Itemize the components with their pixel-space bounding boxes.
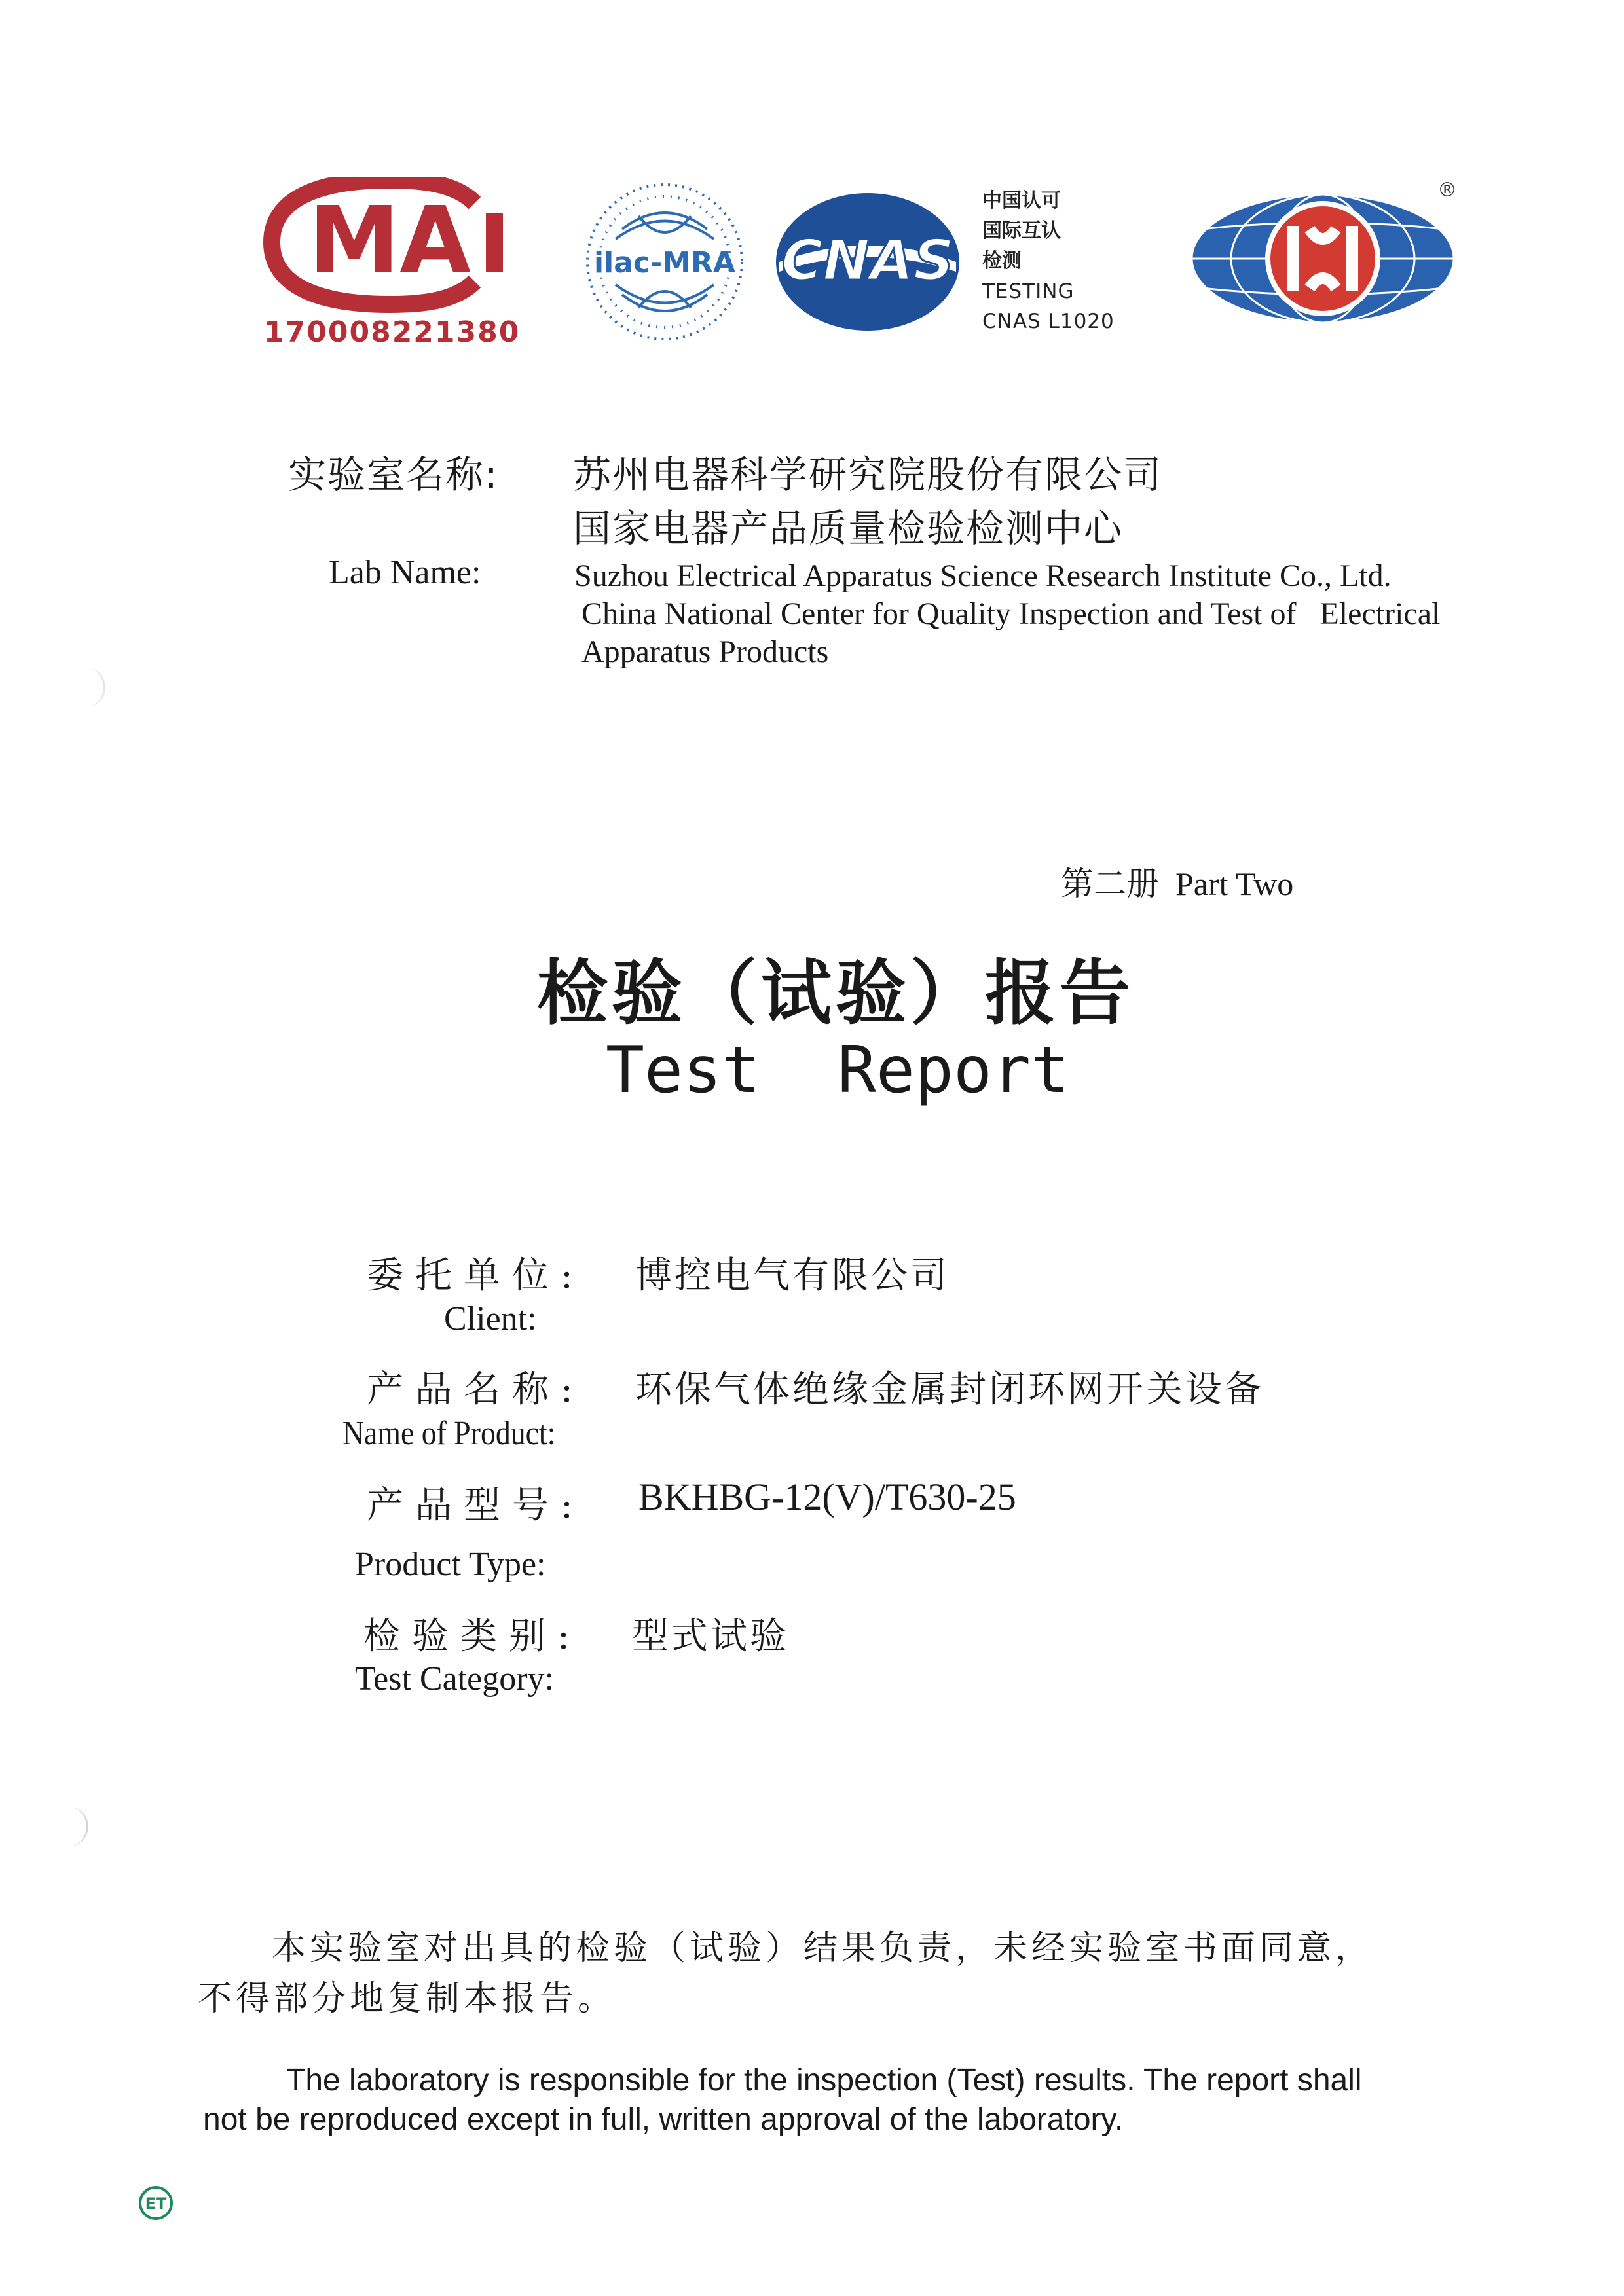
ccc-logo (1185, 177, 1460, 334)
cnas-caption-line3: 检测 (982, 249, 1022, 272)
report-title-en: Test Report (606, 1033, 1070, 1108)
ccc-registered: ® (1437, 179, 1457, 202)
cma-number: 170008221380 (264, 316, 521, 349)
product-type-label-zh: 产品型号: (367, 1484, 585, 1527)
lab-name-en-line1: Suzhou Electrical Apparatus Science Research Institute Co., Ltd. (574, 558, 1392, 593)
ilac-mra-logo (583, 177, 747, 347)
scan-artifact (77, 668, 105, 707)
client-label-en: Client: (444, 1300, 537, 1338)
et-mark-icon (136, 2183, 175, 2223)
test-category-label-zh: 检验类别: (363, 1615, 581, 1658)
lab-label-en: Lab Name: (329, 554, 481, 591)
report-title-zh: 检验（试验）报告 (537, 953, 1135, 1034)
disclaimer-zh-line2: 不得部分地复制本报告。 (198, 1979, 616, 2018)
disclaimer-en-line2: not be reproduced except in full, written approval of the laboratory. (203, 2102, 1124, 2137)
disclaimer-zh-line1: 本实验室对出具的检验（试验）结果负责，未经实验室书面同意， (272, 1929, 1374, 1968)
product-name-label-en: Name of Product: (342, 1415, 556, 1452)
test-category-value: 型式试验 (632, 1615, 789, 1658)
lab-name-en-line3: Apparatus Products (581, 634, 829, 669)
et-mark-text: ET (145, 2195, 167, 2213)
volume-part: 第二册 Part Two (1061, 866, 1294, 902)
cma-letters: MA (308, 187, 471, 294)
lab-name-en-line2: China National Center for Quality Inspection and Test of Electrical (581, 596, 1441, 631)
cnas-text: CNAS (781, 228, 954, 293)
lab-name-zh-line2: 国家电器产品质量检验检测中心 (573, 506, 1124, 551)
lab-label-zh: 实验室名称: (288, 452, 499, 497)
product-type-label-en: Product Type: (355, 1546, 546, 1583)
cma-emblem-icon (259, 177, 521, 314)
cnas-caption-line1: 中国认可 (982, 189, 1061, 212)
ilac-emblem-icon (583, 177, 747, 347)
disclaimer-en-line1: The laboratory is responsible for the inspection (Test) results. The report shall (286, 2063, 1362, 2098)
cnas-caption (982, 186, 1115, 337)
test-category-label-en: Test Category: (355, 1660, 554, 1698)
cnas-caption-line5: CNAS L1020 (982, 310, 1115, 333)
product-name-label-zh: 产品名称: (367, 1368, 585, 1411)
ccc-globe-icon (1185, 177, 1460, 334)
cnas-caption-line4: TESTING (982, 280, 1075, 303)
lab-name-zh-line1: 苏州电器科学研究院股份有限公司 (573, 452, 1163, 497)
cnas-caption-line2: 国际互认 (982, 219, 1061, 242)
cnas-emblem-icon (773, 190, 963, 334)
cnas-logo (773, 190, 963, 334)
ilac-text: ilac-MRA (594, 246, 735, 280)
product-type-value: BKHBG-12(V)/T630-25 (638, 1476, 1016, 1518)
client-value: 博控电气有限公司 (635, 1254, 950, 1297)
product-name-value: 环保气体绝缘金属封闭环网开关设备 (635, 1368, 1264, 1411)
scan-artifact (60, 1807, 88, 1846)
client-label-zh: 委托单位: (367, 1254, 585, 1297)
cma-logo (259, 177, 521, 354)
